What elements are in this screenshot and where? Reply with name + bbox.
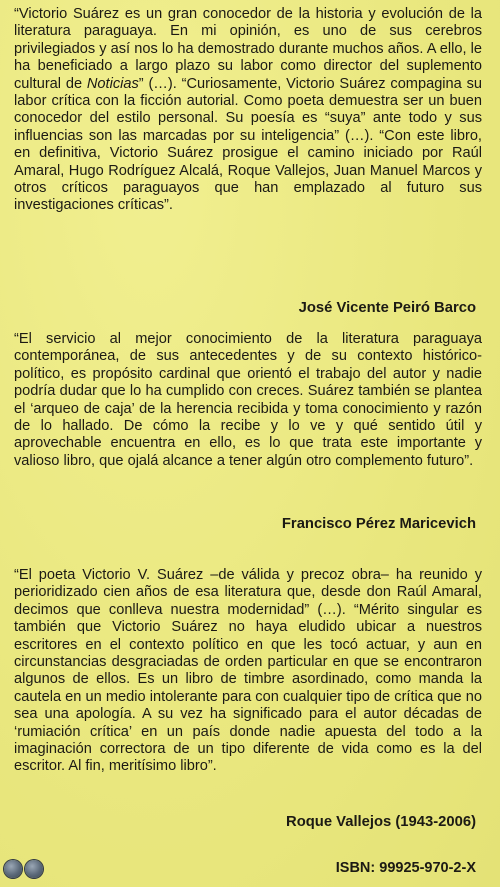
quote-text: “Victorio Suárez es un gran conocedor de la historia y evolución de la literatura paraguaya. En mi opinión, es uno de sus cerebros privilegiados y así nos lo ha demostrado durante muchos años. A ello, le ha beneficiado a largo plazo su labor como director del suplemento cultural de [14,6,482,92]
publisher-seals [4,860,43,878]
review-author-1: José Vicente Peiró Barco [298,300,476,316]
review-quote-1 [14,6,482,215]
review-quote-2: “El servicio al mejor conocimiento de la literatura paraguaya contemporánea, de sus antecedentes y de su contexto histórico-político, es propósito cardinal que orientó el trabajo del autor y nadie podría dudar que lo ha cumplido con creces. Suárez también se plantea el ‘arqueo de caja’ de la herencia recibida y toma conocimiento y razón de lo hallado. De cómo la recibe y lo ve y qué sentido útil y aprovechable encuentra en ello, es lo que trata este importante y valioso libro, que ojalá alcance a tener algún otro complemento futuro”. [14,331,482,469]
seal-icon [4,860,22,878]
newspaper-name: Noticias [86,75,139,92]
review-author-2: Francisco Pérez Maricevich [281,516,476,532]
review-quote-3: “El poeta Victorio V. Suárez –de válida y precoz obra– ha reunido y perioridizado cien años de esa literatura que, desde don Raúl Amaral, decimos que conlleva nuestra modernidad” (…). “Mérito singular es también que Victorio Suárez no haya eludido ubicar a nuestros escritores en el contexto político en que les tocó actuar, y aun en circunstancias desgraciadas de orden particular en que se encontraron algunos de ellos. Es un libro de timbre asordinado, como manda la cautela en un medio intolerante para con cualquier tipo de crítica que no sea una apología. A su vez ha significado para el autor décadas de ‘rumiación crítica’ en un país donde nadie apuesta del todo a la imaginación correctora de un tipo diferente de vida como es la del escritor. Al fin, meritísimo libro”. [14,567,482,775]
review-author-3: Roque Vallejos (1943-2006) [286,814,476,830]
isbn-number: ISBN: 99925-970-2-X [335,860,476,876]
quote-text: ” (…). “Curiosamente, Victorio Suárez compagina su labor crítica con la ficción autorial. Como poeta demuestra ser un buen conocedor del estilo personal. Su poesía es “suya” ante todo y sus influencias son las marcadas por su inteligencia” (…). “Con este libro, en definitiva, Victorio Suárez prosigue el camino iniciado por Raúl Amaral, Hugo Rodríguez Alcalá, Roque Vallejos, Juan Manuel Marcos y otros críticos paraguayos que han emplazado al futuro sus investigaciones críticas”. [14,75,482,214]
seal-icon [25,860,43,878]
